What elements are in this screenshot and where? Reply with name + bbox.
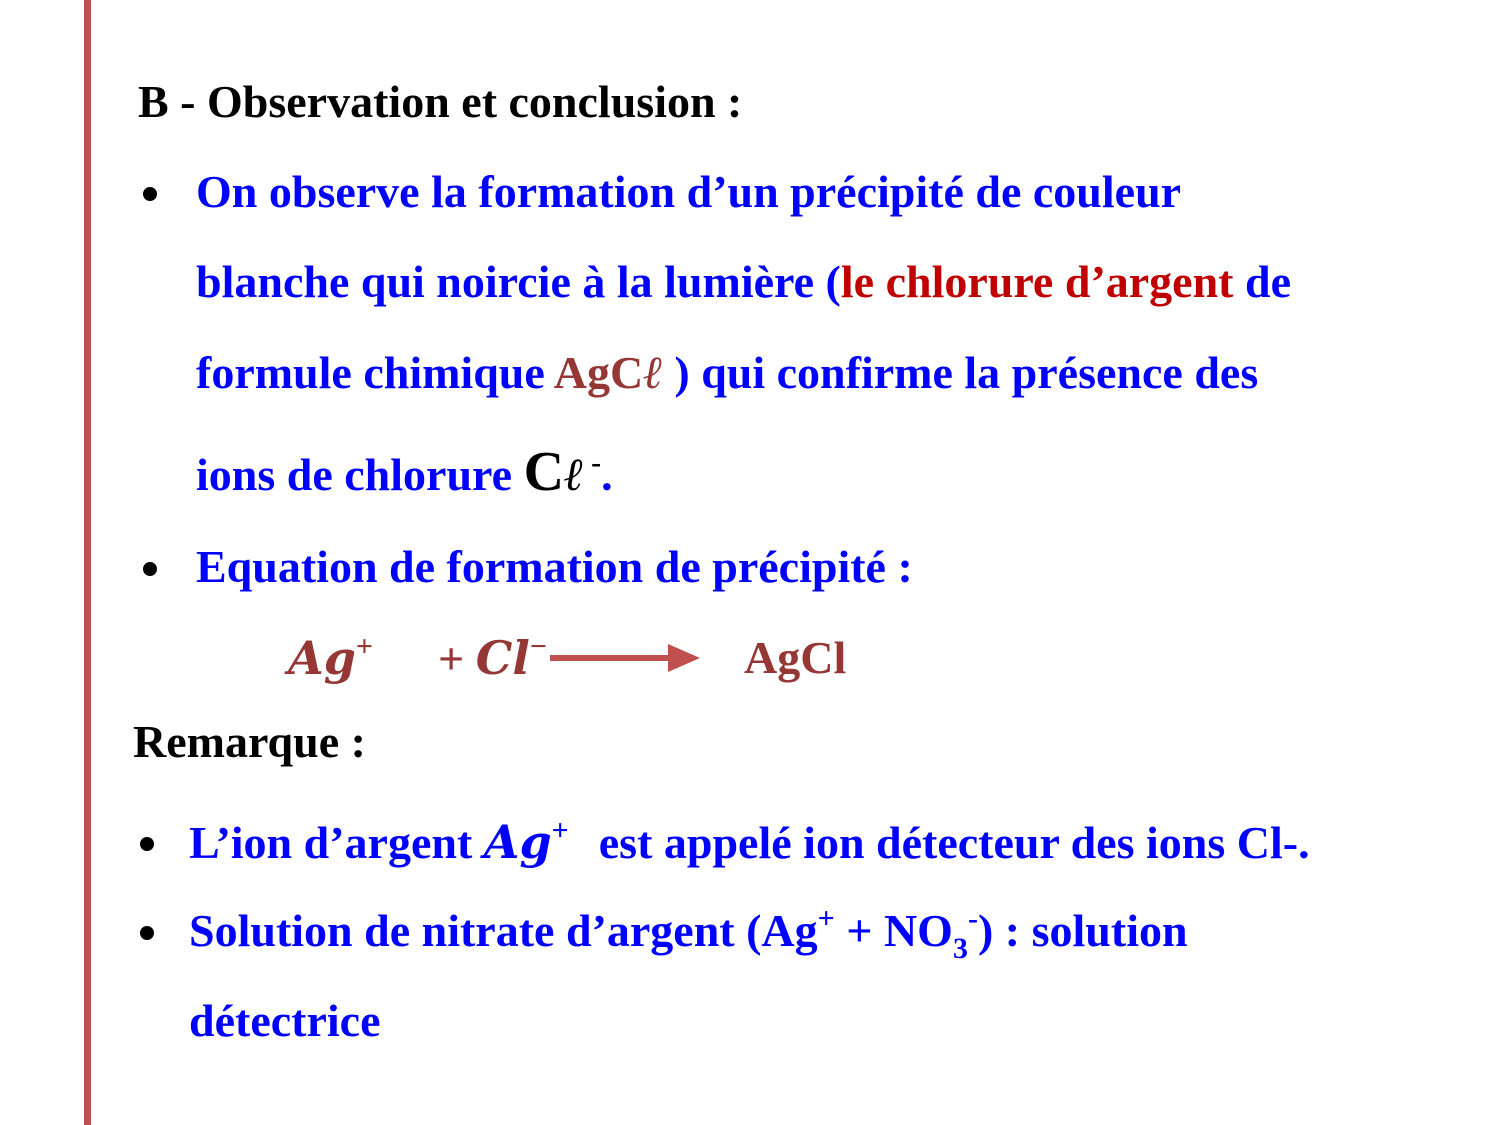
silver-ion-charge: + xyxy=(551,814,569,847)
nitrate-text: + NO xyxy=(834,905,953,956)
observation-line-3 xyxy=(196,344,1258,401)
plus-sign: + xyxy=(438,633,476,684)
period: . xyxy=(601,449,613,500)
product-silver-chloride: AgCl xyxy=(744,632,847,683)
remark-item-1 xyxy=(189,814,1310,877)
silver-symbol: Ag xyxy=(288,631,356,685)
chemical-formula-agcl: AgC xyxy=(553,347,644,398)
observation-text: ions de chlorure xyxy=(196,449,524,500)
section-heading: B - Observation et conclusion : xyxy=(138,76,743,127)
equation-heading: Equation de formation de précipité : xyxy=(196,541,913,592)
bullet-icon xyxy=(140,926,154,940)
chloride-ion-charge: - xyxy=(583,446,602,479)
silver-ion-symbol: Ag xyxy=(483,815,552,869)
chloride-ion-ell: ℓ xyxy=(564,447,584,501)
chloride-symbol: Cl xyxy=(475,631,530,685)
observation-line-1: On observe la formation d’un précipité de couleur xyxy=(196,166,1182,217)
silver-ion-charge: + xyxy=(817,902,835,935)
remark-item-2 xyxy=(189,903,1188,965)
chemical-formula-ell: ℓ xyxy=(643,345,663,399)
observation-line-4 xyxy=(196,441,613,509)
remark-text: L’ion d’argent xyxy=(189,817,484,868)
nitrate-charge: - xyxy=(967,902,978,935)
nitrate-subscript: 3 xyxy=(952,932,968,965)
observation-text-end: ) qui confirme la présence des xyxy=(662,347,1259,398)
remarks-heading: Remarque : xyxy=(133,716,366,767)
reactant-chloride-ion xyxy=(438,630,547,693)
silver-chloride-name: chlorure xyxy=(885,256,1054,307)
observation-text: formule chimique xyxy=(196,347,554,398)
chloride-charge: − xyxy=(529,630,547,663)
remark-text: Solution de nitrate d’argent (Ag xyxy=(189,905,818,956)
chloride-ion-symbol: C xyxy=(523,441,565,503)
remark-text-end: ) : solution xyxy=(977,905,1188,956)
reactant-silver-ion xyxy=(288,630,373,693)
space xyxy=(1053,256,1065,307)
observation-line-2 xyxy=(196,254,1291,310)
remark-item-2-continued: détectrice xyxy=(189,995,381,1046)
observation-text: blanche qui noircie à la lumière ( xyxy=(196,256,841,307)
bullet-icon xyxy=(143,562,157,576)
silver-chloride-article: le xyxy=(840,256,886,307)
page-margin-rule xyxy=(84,0,91,1125)
observation-text-end: de xyxy=(1233,256,1291,307)
silver-chloride-argent: d’argent xyxy=(1064,256,1234,307)
remark-text-end: est appelé ion détecteur des ions Cl-. xyxy=(598,817,1310,868)
silver-charge: + xyxy=(355,630,373,663)
bullet-icon xyxy=(140,837,154,851)
reaction-arrow-icon xyxy=(550,640,705,676)
bullet-icon xyxy=(143,187,157,201)
